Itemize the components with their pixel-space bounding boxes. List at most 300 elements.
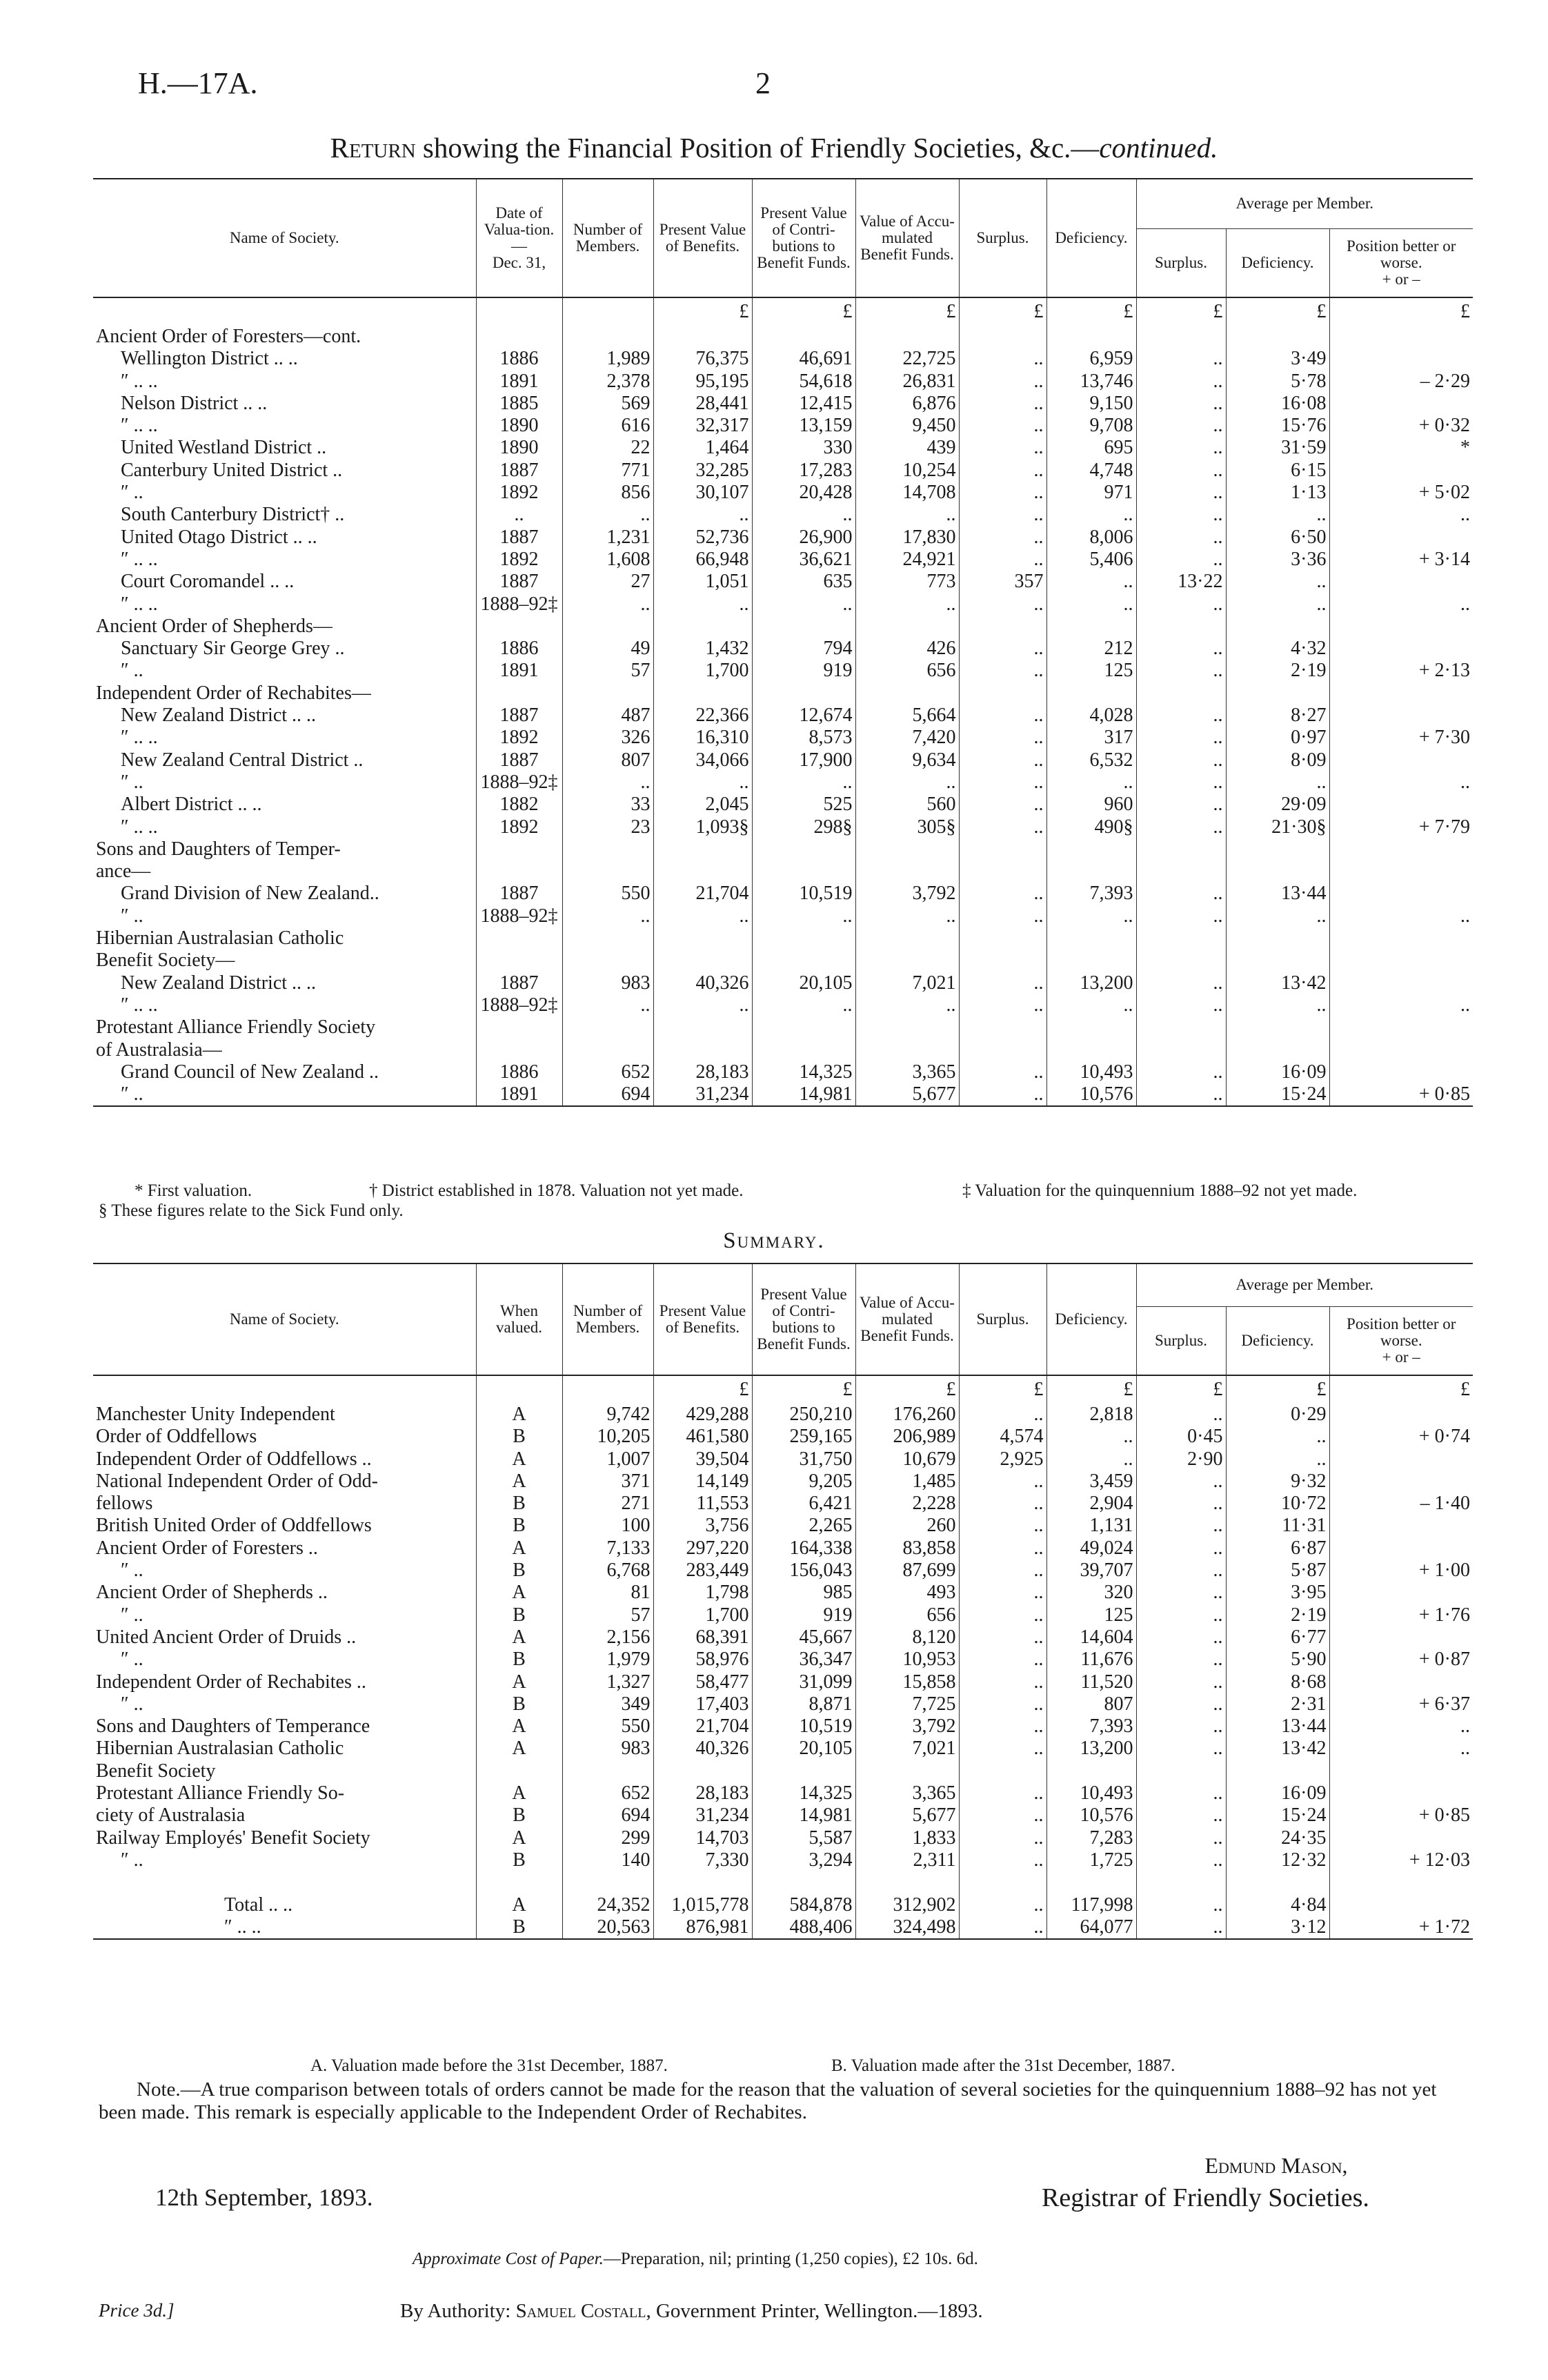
cell-deficiency: 971	[1046, 482, 1136, 504]
cell-deficiency: 39,707	[1046, 1560, 1136, 1582]
cell-date: 1882	[476, 794, 562, 816]
page-title	[0, 131, 1548, 164]
cell-surplus	[959, 1871, 1046, 1894]
cell-avg-deficiency	[1226, 1871, 1329, 1894]
cell-funds	[855, 950, 959, 972]
header-members: Number of Members.	[562, 179, 653, 297]
cell-deficiency: 6,959	[1046, 348, 1136, 370]
cell-members	[562, 682, 653, 705]
cell-avg-deficiency: 16·09	[1226, 1782, 1329, 1804]
cell-funds: 656	[855, 1604, 959, 1626]
summary-row	[93, 1871, 1473, 1894]
cell-date: B	[476, 1916, 562, 1939]
cell-surplus	[959, 838, 1046, 860]
cell-members: 20,563	[562, 1916, 653, 1939]
cell-surplus: ..	[959, 1916, 1046, 1939]
cell-name: fellows	[96, 1493, 153, 1515]
cell-deficiency: 13,200	[1046, 1738, 1136, 1760]
cell-avg-surplus: ..	[1136, 1493, 1226, 1515]
cell-surplus: ..	[959, 794, 1046, 816]
cell-benefits: 28,183	[653, 1782, 752, 1804]
cell-funds: 26,831	[855, 371, 959, 393]
cell-position	[1329, 1782, 1473, 1804]
cell-contributions	[752, 1016, 855, 1039]
cell-date: 1890	[476, 415, 562, 437]
cell-name: British United Order of Oddfellows	[96, 1515, 372, 1537]
cell-name: Ancient Order of Shepherds—	[96, 615, 333, 637]
price: Price 3d.]	[99, 2300, 175, 2321]
cell-funds: 7,021	[855, 972, 959, 994]
cell-avg-deficiency	[1226, 1016, 1329, 1039]
cell-benefits	[653, 1760, 752, 1782]
cell-avg-deficiency: ..	[1226, 905, 1329, 927]
cell-surplus	[959, 1039, 1046, 1061]
cell-avg-deficiency: 15·24	[1226, 1083, 1329, 1106]
table-row	[93, 727, 1473, 749]
cell-deficiency: ..	[1046, 571, 1136, 593]
cell-deficiency: 10,576	[1046, 1083, 1136, 1106]
table-row	[93, 393, 1473, 415]
cell-date: A	[476, 1894, 562, 1916]
cell-name: Sanctuary Sir George Grey ..	[121, 638, 345, 660]
cell-avg-deficiency: 12·32	[1226, 1849, 1329, 1871]
cell-funds: ..	[855, 593, 959, 616]
cell-surplus: ..	[959, 482, 1046, 504]
cell-benefits: 68,391	[653, 1626, 752, 1649]
cell-avg-deficiency: ..	[1226, 1448, 1329, 1471]
cell-date: B	[476, 1604, 562, 1626]
summary-row	[93, 1582, 1473, 1604]
cell-avg-surplus: ..	[1136, 660, 1226, 682]
cell-date: A	[476, 1782, 562, 1804]
cell-surplus: ..	[959, 1537, 1046, 1560]
cell-surplus	[959, 616, 1046, 638]
authority-line	[400, 2300, 983, 2323]
cell-position	[1329, 1039, 1473, 1061]
cell-avg-surplus: ..	[1136, 1782, 1226, 1804]
cell-members: 6,768	[562, 1560, 653, 1582]
cell-surplus: ..	[959, 504, 1046, 526]
cell-members: 299	[562, 1827, 653, 1849]
summary-row	[93, 1537, 1473, 1560]
cell-avg-surplus: ..	[1136, 593, 1226, 616]
cell-funds: 14,708	[855, 482, 959, 504]
cell-avg-deficiency	[1226, 950, 1329, 972]
cell-contributions	[752, 927, 855, 950]
cell-avg-surplus: ..	[1136, 1738, 1226, 1760]
cell-position: + 0·87	[1329, 1649, 1473, 1671]
cell-deficiency	[1046, 682, 1136, 705]
cell-avg-deficiency	[1226, 1760, 1329, 1782]
cell-date	[476, 1039, 562, 1061]
cell-avg-surplus: ..	[1136, 527, 1226, 549]
cell-avg-surplus: ..	[1136, 1604, 1226, 1626]
table-row	[93, 1039, 1473, 1061]
cell-members: ..	[562, 771, 653, 794]
cell-surplus: ..	[959, 1515, 1046, 1537]
unit-avg-deficiency: £	[1226, 1375, 1329, 1404]
cell-avg-surplus: ..	[1136, 371, 1226, 393]
cell-benefits	[653, 950, 752, 972]
cell-name: Order of Oddfellows	[96, 1426, 257, 1448]
cell-members: 371	[562, 1471, 653, 1493]
cell-surplus	[959, 860, 1046, 883]
cell-contributions	[752, 682, 855, 705]
cell-avg-surplus: ..	[1136, 1537, 1226, 1560]
cell-position: *	[1329, 437, 1473, 459]
cell-members: 1,231	[562, 527, 653, 549]
cell-surplus: ..	[959, 1471, 1046, 1493]
cell-avg-deficiency	[1226, 838, 1329, 860]
cell-name: of Australasia—	[96, 1039, 222, 1061]
cell-avg-surplus	[1136, 927, 1226, 950]
cell-members	[562, 838, 653, 860]
cell-name: Wellington District .. ..	[121, 348, 298, 370]
unit-surplus: £	[959, 297, 1046, 326]
cell-deficiency: 4,748	[1046, 460, 1136, 482]
cell-deficiency: ..	[1046, 1448, 1136, 1471]
cell-avg-surplus: ..	[1136, 1083, 1226, 1106]
unit-benefits: £	[653, 297, 752, 326]
unit-members	[562, 297, 653, 326]
cell-date	[476, 616, 562, 638]
table-row	[93, 660, 1473, 682]
table-row	[93, 371, 1473, 393]
cell-funds: ..	[855, 504, 959, 526]
cell-surplus: ..	[959, 415, 1046, 437]
cell-avg-surplus: ..	[1136, 1693, 1226, 1715]
cell-avg-deficiency: 13·44	[1226, 1715, 1329, 1738]
cell-benefits: 58,976	[653, 1649, 752, 1671]
cell-funds: 324,498	[855, 1916, 959, 1939]
cell-date: A	[476, 1582, 562, 1604]
cell-contributions	[752, 616, 855, 638]
cell-date	[476, 927, 562, 950]
cell-position	[1329, 348, 1473, 370]
cell-date: A	[476, 1715, 562, 1738]
cell-benefits: 1,432	[653, 638, 752, 660]
unit-contributions: £	[752, 297, 855, 326]
footnote-section: § These figures relate to the Sick Fund only.	[99, 1201, 404, 1220]
cell-contributions: 17,900	[752, 749, 855, 771]
cell-avg-surplus: ..	[1136, 1715, 1226, 1738]
page-header	[0, 66, 1548, 107]
cell-surplus: ..	[959, 1649, 1046, 1671]
cell-name: Independent Order of Rechabites—	[96, 682, 371, 704]
cell-surplus: ..	[959, 638, 1046, 660]
cell-name: ciety of Australasia	[96, 1804, 246, 1827]
cell-avg-surplus: ..	[1136, 727, 1226, 749]
cell-members: 1,989	[562, 348, 653, 370]
cell-benefits: 31,234	[653, 1083, 752, 1106]
cell-date: A	[476, 1404, 562, 1426]
unit-contributions: £	[752, 1375, 855, 1404]
cell-funds: 5,664	[855, 705, 959, 727]
cell-position	[1329, 1671, 1473, 1693]
cell-name: United Westland District ..	[121, 437, 327, 459]
cell-name: Canterbury United District ..	[121, 459, 343, 481]
cell-benefits: 30,107	[653, 482, 752, 504]
cell-avg-surplus: ..	[1136, 1061, 1226, 1083]
cell-deficiency: 49,024	[1046, 1537, 1136, 1560]
header-avg-surplus: Surplus.	[1136, 228, 1226, 297]
cell-benefits: 1,093§	[653, 816, 752, 838]
cell-surplus	[959, 1016, 1046, 1039]
cell-contributions: 794	[752, 638, 855, 660]
cell-deficiency: 125	[1046, 1604, 1136, 1626]
summary-row	[93, 1738, 1473, 1760]
cell-date	[476, 326, 562, 348]
cell-date: B	[476, 1649, 562, 1671]
summary-row	[93, 1471, 1473, 1493]
summary-table	[93, 1263, 1473, 1940]
unit-avg-surplus: £	[1136, 1375, 1226, 1404]
cell-name: New Zealand District .. ..	[121, 972, 317, 994]
cell-name: ″ .. ..	[121, 370, 158, 392]
cell-members: 694	[562, 1804, 653, 1827]
cell-position	[1329, 616, 1473, 638]
title-main: showing the Financial Position of Friendly Societies, &c.—	[415, 132, 1100, 164]
cell-surplus: ..	[959, 883, 1046, 905]
cell-members: 22	[562, 437, 653, 459]
cell-position: + 0·85	[1329, 1083, 1473, 1106]
cell-members: ..	[562, 905, 653, 927]
cell-position	[1329, 460, 1473, 482]
summary-header-name: Name of Society.	[93, 1263, 476, 1375]
cell-avg-deficiency: 3·36	[1226, 549, 1329, 571]
summary-row	[93, 1804, 1473, 1827]
summary-header-when: When valued.	[476, 1263, 562, 1375]
cell-avg-deficiency: 11·31	[1226, 1515, 1329, 1537]
cell-date	[476, 682, 562, 705]
cell-deficiency: 212	[1046, 638, 1136, 660]
cell-position: + 2·13	[1329, 660, 1473, 682]
cell-avg-deficiency: ..	[1226, 771, 1329, 794]
cell-name: Railway Employés' Benefit Society	[96, 1827, 370, 1849]
cell-surplus: ..	[959, 727, 1046, 749]
cell-benefits: 1,700	[653, 660, 752, 682]
cell-position: – 1·40	[1329, 1493, 1473, 1515]
cell-surplus: ..	[959, 1626, 1046, 1649]
cell-funds: 83,858	[855, 1537, 959, 1560]
cell-avg-surplus: ..	[1136, 1827, 1226, 1849]
cell-surplus: ..	[959, 905, 1046, 927]
cell-funds: 1,833	[855, 1827, 959, 1849]
cell-funds: 656	[855, 660, 959, 682]
cell-surplus: ..	[959, 749, 1046, 771]
cell-date: A	[476, 1448, 562, 1471]
cell-position	[1329, 1760, 1473, 1782]
cell-position	[1329, 1471, 1473, 1493]
cell-avg-deficiency: 6·87	[1226, 1537, 1329, 1560]
cell-surplus: ..	[959, 1849, 1046, 1871]
table-row	[93, 1061, 1473, 1083]
header-position-label: Position better or worse.	[1347, 237, 1456, 271]
header-name: Name of Society.	[93, 179, 476, 297]
cell-surplus: ..	[959, 972, 1046, 994]
cell-benefits	[653, 682, 752, 705]
cell-name	[93, 1871, 476, 1894]
cell-contributions: 10,519	[752, 883, 855, 905]
cell-date: A	[476, 1471, 562, 1493]
cell-deficiency: 2,818	[1046, 1404, 1136, 1426]
cell-members	[562, 1016, 653, 1039]
cell-contributions: 46,691	[752, 348, 855, 370]
cell-position: ..	[1329, 504, 1473, 526]
cell-members: 1,608	[562, 549, 653, 571]
cell-avg-surplus	[1136, 616, 1226, 638]
cell-name: ″ ..	[121, 1560, 143, 1582]
cell-avg-deficiency: 3·95	[1226, 1582, 1329, 1604]
cell-deficiency: 1,131	[1046, 1515, 1136, 1537]
cell-position	[1329, 527, 1473, 549]
cell-date: 1887	[476, 705, 562, 727]
cell-deficiency: ..	[1046, 771, 1136, 794]
cell-name: ″ ..	[121, 1849, 143, 1871]
cell-position: + 0·32	[1329, 415, 1473, 437]
table-row	[93, 593, 1473, 616]
cell-name: ″ .. ..	[121, 548, 158, 570]
unit-avg-deficiency: £	[1226, 297, 1329, 326]
cell-position: ..	[1329, 994, 1473, 1016]
cell-avg-surplus: ..	[1136, 883, 1226, 905]
cell-position	[1329, 682, 1473, 705]
cell-funds: 176,260	[855, 1404, 959, 1426]
cell-date	[476, 838, 562, 860]
cell-avg-surplus: ..	[1136, 482, 1226, 504]
cell-avg-surplus: ..	[1136, 1471, 1226, 1493]
cell-funds: 17,830	[855, 527, 959, 549]
cell-avg-surplus: ..	[1136, 437, 1226, 459]
cell-funds: 3,365	[855, 1061, 959, 1083]
cell-surplus	[959, 326, 1046, 348]
cell-deficiency: 13,200	[1046, 972, 1136, 994]
cell-name: ″ .. ..	[121, 593, 158, 615]
cell-members: 983	[562, 972, 653, 994]
cell-date	[476, 1760, 562, 1782]
cell-deficiency: 807	[1046, 1693, 1136, 1715]
authority-prefix: By Authority:	[400, 2300, 516, 2322]
cell-avg-deficiency: 0·29	[1226, 1404, 1329, 1426]
cell-date: 1892	[476, 482, 562, 504]
cell-members	[562, 616, 653, 638]
unit-name	[93, 1375, 476, 1404]
table-row	[93, 482, 1473, 504]
cell-members: 271	[562, 1493, 653, 1515]
cell-position: + 5·02	[1329, 482, 1473, 504]
cell-deficiency: 7,393	[1046, 883, 1136, 905]
cell-contributions: 635	[752, 571, 855, 593]
table-row	[93, 1083, 1473, 1106]
summary-row	[93, 1782, 1473, 1804]
cell-members	[562, 860, 653, 883]
table-row	[93, 460, 1473, 482]
cell-avg-deficiency: 5·87	[1226, 1560, 1329, 1582]
cell-name: ″ ..	[121, 1649, 143, 1671]
cell-benefits	[653, 1016, 752, 1039]
cell-funds: 10,679	[855, 1448, 959, 1471]
cell-deficiency: ..	[1046, 994, 1136, 1016]
cell-funds: ..	[855, 994, 959, 1016]
signatory-title: Registrar of Friendly Societies.	[1042, 2183, 1369, 2212]
cell-surplus: ..	[959, 771, 1046, 794]
cell-surplus: ..	[959, 460, 1046, 482]
cell-funds: 7,420	[855, 727, 959, 749]
table-row	[93, 794, 1473, 816]
table-row	[93, 616, 1473, 638]
cell-members: 57	[562, 660, 653, 682]
cell-benefits: 66,948	[653, 549, 752, 571]
summary-row-unit-row	[93, 1375, 1473, 1404]
cell-members: 569	[562, 393, 653, 415]
cell-avg-deficiency: 4·84	[1226, 1894, 1329, 1916]
cell-deficiency: 3,459	[1046, 1471, 1136, 1493]
unit-funds: £	[855, 1375, 959, 1404]
summary-header-avg-deficiency: Deficiency.	[1226, 1306, 1329, 1375]
cell-members: 7,133	[562, 1537, 653, 1560]
cell-funds: 3,792	[855, 883, 959, 905]
cell-name: ″ ..	[121, 660, 143, 682]
cell-funds: 773	[855, 571, 959, 593]
cell-contributions: 12,674	[752, 705, 855, 727]
cell-date: B	[476, 1515, 562, 1537]
cell-contributions: 54,618	[752, 371, 855, 393]
cell-avg-surplus: ..	[1136, 460, 1226, 482]
cell-deficiency: 64,077	[1046, 1916, 1136, 1939]
cell-members	[562, 950, 653, 972]
cell-name: Ancient Order of Foresters—cont.	[96, 326, 361, 347]
cell-surplus: ..	[959, 705, 1046, 727]
cell-contributions: 919	[752, 1604, 855, 1626]
cell-name: ″ ..	[93, 1083, 476, 1106]
cell-funds: 7,725	[855, 1693, 959, 1715]
summary-header-members: Number of Members.	[562, 1263, 653, 1375]
cell-deficiency: 960	[1046, 794, 1136, 816]
summary-row	[93, 1649, 1473, 1671]
cell-date: 1886	[476, 638, 562, 660]
cell-date: 1892	[476, 727, 562, 749]
cell-deficiency: 14,604	[1046, 1626, 1136, 1649]
table-row	[93, 682, 1473, 705]
cell-funds: 3,792	[855, 1715, 959, 1738]
cell-benefits: 40,326	[653, 1738, 752, 1760]
footnote-double-dagger: ‡ Valuation for the quinquennium 1888–92 not yet made.	[962, 1181, 1358, 1200]
cell-deficiency	[1046, 1760, 1136, 1782]
cell-deficiency: 7,283	[1046, 1827, 1136, 1849]
cell-position	[1329, 749, 1473, 771]
cell-benefits	[653, 616, 752, 638]
cell-date: A	[476, 1626, 562, 1649]
cell-funds: 560	[855, 794, 959, 816]
cell-funds: 24,921	[855, 549, 959, 571]
cell-name: Protestant Alliance Friendly Society	[96, 1016, 376, 1039]
cell-benefits: 16,310	[653, 727, 752, 749]
cell-avg-surplus: ..	[1136, 749, 1226, 771]
table-row	[93, 905, 1473, 927]
cell-contributions: 31,099	[752, 1671, 855, 1693]
summary-header-position	[1329, 1306, 1473, 1375]
unit-date	[476, 297, 562, 326]
summary-header-surplus: Surplus.	[959, 1263, 1046, 1375]
cell-avg-deficiency	[1226, 616, 1329, 638]
cell-deficiency: 117,998	[1046, 1894, 1136, 1916]
cell-avg-surplus	[1136, 1760, 1226, 1782]
return-table	[93, 178, 1473, 1107]
cell-deficiency: 2,904	[1046, 1493, 1136, 1515]
cell-position	[1329, 393, 1473, 415]
cell-contributions: 14,325	[752, 1061, 855, 1083]
table-row	[93, 972, 1473, 994]
